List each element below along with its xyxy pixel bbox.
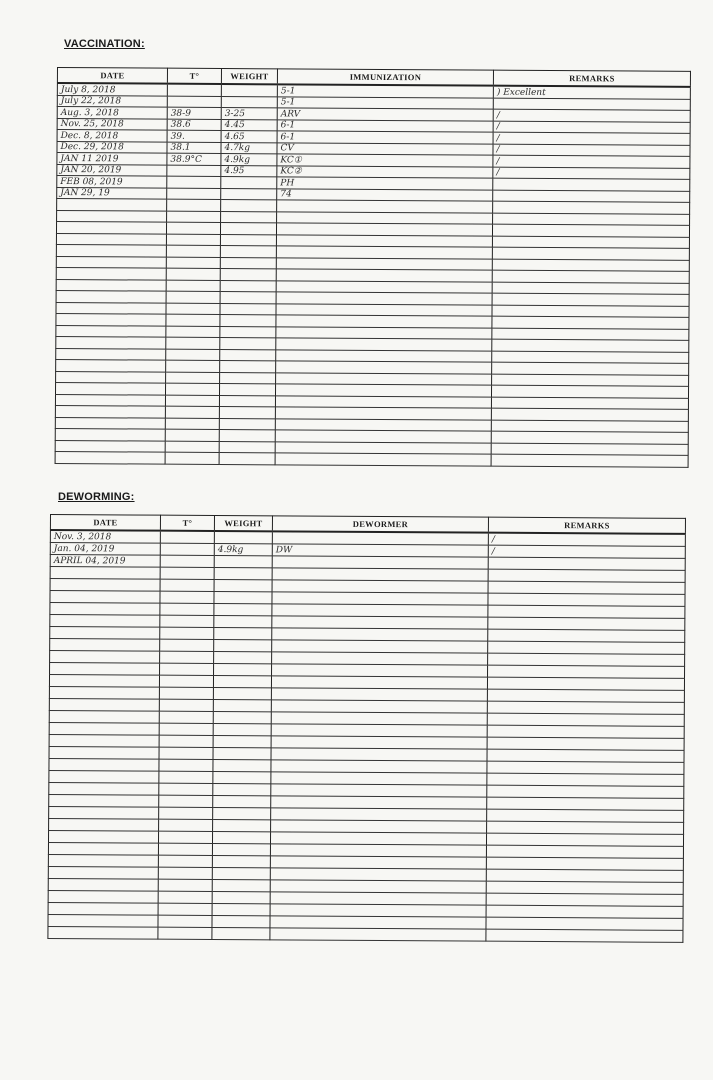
date-cell	[56, 279, 166, 291]
weight-cell	[221, 84, 277, 96]
weight-cell	[219, 383, 275, 395]
col-remarks-header: REMARKS	[493, 70, 690, 87]
immunization-cell: 5-1	[277, 84, 493, 97]
date-cell	[50, 615, 160, 628]
weight-cell	[214, 592, 272, 604]
date-cell: Jan. 04, 2019	[50, 543, 160, 556]
col-date-header: DATE	[57, 68, 167, 84]
temp-cell	[160, 651, 214, 663]
temp-cell	[166, 222, 220, 234]
date-cell	[48, 902, 158, 915]
date-cell	[49, 710, 159, 723]
date-cell	[56, 336, 166, 348]
date-cell: FEB 08, 2019	[57, 176, 167, 188]
temp-cell: 38-9	[167, 107, 221, 119]
temp-cell	[165, 452, 219, 464]
deworming-title: DEWORMING:	[58, 491, 135, 503]
immunization-cell: 6-1	[277, 131, 493, 144]
date-cell: JAN 29, 19	[57, 187, 167, 199]
temp-cell	[158, 867, 212, 879]
temp-cell	[158, 915, 212, 927]
weight-cell	[214, 640, 272, 652]
temp-cell	[159, 759, 213, 771]
weight-cell	[220, 349, 276, 361]
date-cell: JAN 20, 2019	[57, 164, 167, 176]
temp-cell	[159, 675, 213, 687]
weight-cell	[220, 303, 276, 315]
weight-cell	[212, 903, 270, 915]
weight-cell: 4.7kg	[221, 142, 277, 154]
date-cell: Nov. 3, 2018	[50, 530, 160, 543]
table-row	[55, 451, 688, 466]
weight-cell	[212, 879, 270, 891]
date-cell: July 22, 2018	[57, 95, 167, 107]
weight-cell	[213, 724, 271, 736]
date-cell	[49, 770, 159, 783]
temp-cell	[160, 615, 214, 627]
dewormer-cell: DW	[272, 544, 488, 557]
remarks-cell: /	[488, 533, 685, 547]
weight-cell	[214, 616, 272, 628]
temp-cell	[158, 831, 212, 843]
temp-cell	[158, 927, 212, 939]
date-cell	[49, 675, 159, 688]
weight-cell	[214, 604, 272, 616]
weight-cell	[213, 795, 271, 807]
temp-cell	[158, 891, 212, 903]
temp-cell: 38.6	[167, 119, 221, 131]
vaccination-title: VACCINATION:	[64, 38, 145, 50]
weight-cell	[219, 452, 275, 464]
weight-cell	[212, 831, 270, 843]
temp-cell: 38.9°C	[167, 153, 221, 165]
weight-cell	[214, 531, 272, 544]
weight-cell	[221, 200, 277, 212]
weight-cell	[221, 96, 277, 108]
weight-cell	[214, 664, 272, 676]
temp-cell	[159, 771, 213, 783]
temp-cell	[165, 395, 219, 407]
col-date-header: DATE	[50, 515, 160, 531]
temp-cell: 39.	[167, 130, 221, 142]
date-cell	[55, 428, 165, 440]
temp-cell	[160, 639, 214, 651]
date-cell	[56, 244, 166, 256]
temp-cell	[166, 360, 220, 372]
temp-cell	[160, 531, 214, 544]
weight-cell	[214, 652, 272, 664]
temp-cell	[166, 303, 220, 315]
weight-cell: 4.9kg	[221, 154, 277, 166]
remarks-cell: /	[488, 545, 685, 558]
date-cell	[56, 233, 166, 245]
date-cell	[56, 267, 166, 279]
temp-cell	[160, 543, 214, 555]
weight-cell	[220, 337, 276, 349]
date-cell	[55, 440, 165, 452]
immunization-cell: 74	[277, 188, 493, 201]
weight-cell	[219, 418, 275, 430]
weight-cell	[221, 188, 277, 200]
weight-cell: 4.95	[221, 165, 277, 177]
col-temp-header: T°	[167, 68, 221, 84]
weight-cell	[213, 783, 271, 795]
temp-cell	[159, 687, 213, 699]
temp-cell	[159, 819, 213, 831]
temp-cell	[160, 603, 214, 615]
table-row	[48, 926, 683, 942]
weight-cell: 4.9kg	[214, 544, 272, 556]
weight-cell	[220, 234, 276, 246]
weight-cell	[219, 406, 275, 418]
weight-cell	[213, 736, 271, 748]
date-cell	[55, 417, 165, 429]
vaccination-rows	[55, 83, 690, 467]
col-remarks-header: REMARKS	[488, 517, 685, 534]
col-dewormer-header: DEWORMER	[272, 516, 488, 533]
date-cell: APRIL 04, 2019	[50, 555, 160, 568]
date-cell	[48, 926, 158, 939]
temp-cell	[167, 165, 221, 177]
date-cell	[49, 806, 159, 819]
temp-cell: 38.1	[167, 142, 221, 154]
date-cell: Dec. 8, 2018	[57, 130, 167, 142]
date-cell	[56, 290, 166, 302]
date-cell: Dec. 29, 2018	[57, 141, 167, 153]
date-cell	[50, 651, 160, 664]
deworming-table	[47, 514, 686, 943]
weight-cell: 4.45	[221, 119, 277, 131]
date-cell	[48, 866, 158, 879]
col-weight-header: WEIGHT	[214, 516, 272, 532]
remarks-cell: /	[493, 155, 690, 168]
temp-cell	[159, 735, 213, 747]
weight-cell	[213, 772, 271, 784]
date-cell	[56, 313, 166, 325]
date-cell	[50, 579, 160, 592]
weight-cell	[220, 372, 276, 384]
temp-cell	[158, 843, 212, 855]
weight-cell	[219, 441, 275, 453]
weight-cell	[212, 915, 270, 927]
date-cell	[49, 746, 159, 759]
weight-cell	[220, 315, 276, 327]
immunization-cell: 5-1	[277, 96, 493, 109]
weight-cell	[213, 819, 271, 831]
date-cell	[56, 348, 166, 360]
date-cell	[48, 842, 158, 855]
remarks-cell: /	[493, 167, 690, 180]
date-cell	[50, 567, 160, 580]
temp-cell	[160, 663, 214, 675]
date-cell	[55, 394, 165, 406]
col-weight-header: WEIGHT	[221, 69, 277, 85]
immunization-cell: KC①	[277, 154, 493, 167]
temp-cell	[159, 723, 213, 735]
weight-cell	[220, 280, 276, 292]
date-cell: Aug. 3, 2018	[57, 107, 167, 119]
date-cell	[50, 603, 160, 616]
temp-cell	[158, 855, 212, 867]
temp-cell	[166, 349, 220, 361]
immunization-cell: ARV	[277, 108, 493, 121]
temp-cell	[159, 807, 213, 819]
date-cell	[56, 302, 166, 314]
dewormer-cell	[270, 928, 486, 941]
weight-cell	[213, 760, 271, 772]
date-cell	[50, 663, 160, 676]
weight-cell	[213, 712, 271, 724]
weight-cell: 3-25	[221, 108, 277, 120]
weight-cell	[212, 927, 270, 939]
weight-cell	[220, 269, 276, 281]
date-cell	[56, 359, 166, 371]
weight-cell	[212, 843, 270, 855]
date-cell	[56, 382, 166, 394]
remarks-cell	[491, 454, 688, 467]
date-cell	[49, 686, 159, 699]
weight-cell	[220, 292, 276, 304]
remarks-cell	[486, 929, 683, 942]
temp-cell	[166, 314, 220, 326]
date-cell	[49, 698, 159, 711]
date-cell	[49, 734, 159, 747]
date-cell	[49, 758, 159, 771]
date-cell	[56, 256, 166, 268]
temp-cell	[166, 291, 220, 303]
temp-cell	[160, 591, 214, 603]
remarks-cell: /	[493, 132, 690, 145]
temp-cell	[159, 747, 213, 759]
date-cell	[57, 210, 167, 222]
date-cell	[50, 639, 160, 652]
temp-cell	[166, 383, 220, 395]
temp-cell	[166, 280, 220, 292]
weight-cell	[220, 246, 276, 258]
remarks-cell: /	[493, 121, 690, 134]
immunization-cell: CV	[277, 142, 493, 155]
weight-cell	[213, 807, 271, 819]
temp-cell	[166, 268, 220, 280]
temp-cell	[167, 188, 221, 200]
temp-cell	[165, 429, 219, 441]
temp-cell	[166, 257, 220, 269]
temp-cell	[158, 903, 212, 915]
weight-cell	[214, 628, 272, 640]
date-cell	[48, 890, 158, 903]
weight-cell	[214, 568, 272, 580]
immunization-cell: KC②	[277, 165, 493, 178]
date-cell: July 8, 2018	[57, 83, 167, 96]
weight-cell	[212, 891, 270, 903]
date-cell	[48, 914, 158, 927]
deworming-rows	[48, 530, 685, 942]
date-cell	[49, 782, 159, 795]
date-cell: JAN 11 2019	[57, 153, 167, 165]
date-cell	[55, 405, 165, 417]
temp-cell	[167, 211, 221, 223]
date-cell	[56, 325, 166, 337]
date-cell	[49, 794, 159, 807]
weight-cell	[220, 257, 276, 269]
temp-cell	[166, 337, 220, 349]
temp-cell	[165, 418, 219, 430]
weight-cell	[219, 429, 275, 441]
temp-cell	[159, 783, 213, 795]
immunization-cell: PH	[277, 177, 493, 190]
temp-cell	[159, 699, 213, 711]
weight-cell	[213, 700, 271, 712]
date-cell	[50, 591, 160, 604]
date-cell	[48, 830, 158, 843]
weight-cell	[220, 223, 276, 235]
temp-cell	[159, 795, 213, 807]
temp-cell	[160, 567, 214, 579]
date-cell	[57, 199, 167, 211]
weight-cell	[213, 688, 271, 700]
weight-cell	[214, 580, 272, 592]
temp-cell	[167, 96, 221, 108]
date-cell	[55, 451, 165, 463]
weight-cell	[220, 326, 276, 338]
temp-cell	[159, 711, 213, 723]
temp-cell	[167, 176, 221, 188]
date-cell: Nov. 25, 2018	[57, 118, 167, 130]
date-cell	[50, 627, 160, 640]
temp-cell	[165, 441, 219, 453]
weight-cell	[214, 556, 272, 568]
weight-cell	[219, 395, 275, 407]
remarks-cell: /	[493, 109, 690, 122]
date-cell	[48, 878, 158, 891]
temp-cell	[160, 579, 214, 591]
weight-cell: 4.65	[221, 131, 277, 143]
weight-cell	[221, 211, 277, 223]
temp-cell	[167, 199, 221, 211]
temp-cell	[160, 555, 214, 567]
remarks-cell: /	[493, 144, 690, 157]
temp-cell	[160, 627, 214, 639]
weight-cell	[212, 855, 270, 867]
date-cell	[48, 854, 158, 867]
date-cell	[49, 722, 159, 735]
date-cell	[56, 222, 166, 234]
temp-cell	[166, 234, 220, 246]
remarks-cell: ) Excellent	[493, 86, 690, 99]
temp-cell	[167, 84, 221, 96]
weight-cell	[212, 867, 270, 879]
vaccination-table	[55, 67, 691, 467]
immunization-cell	[275, 453, 491, 466]
weight-cell	[221, 177, 277, 189]
immunization-cell: 6-1	[277, 119, 493, 132]
col-immunization-header: IMMUNIZATION	[277, 69, 493, 86]
date-cell	[56, 371, 166, 383]
temp-cell	[158, 879, 212, 891]
col-temp-header: T°	[160, 515, 214, 531]
temp-cell	[166, 372, 220, 384]
temp-cell	[166, 326, 220, 338]
weight-cell	[220, 360, 276, 372]
weight-cell	[213, 676, 271, 688]
temp-cell	[166, 245, 220, 257]
date-cell	[49, 818, 159, 831]
weight-cell	[213, 748, 271, 760]
temp-cell	[165, 406, 219, 418]
